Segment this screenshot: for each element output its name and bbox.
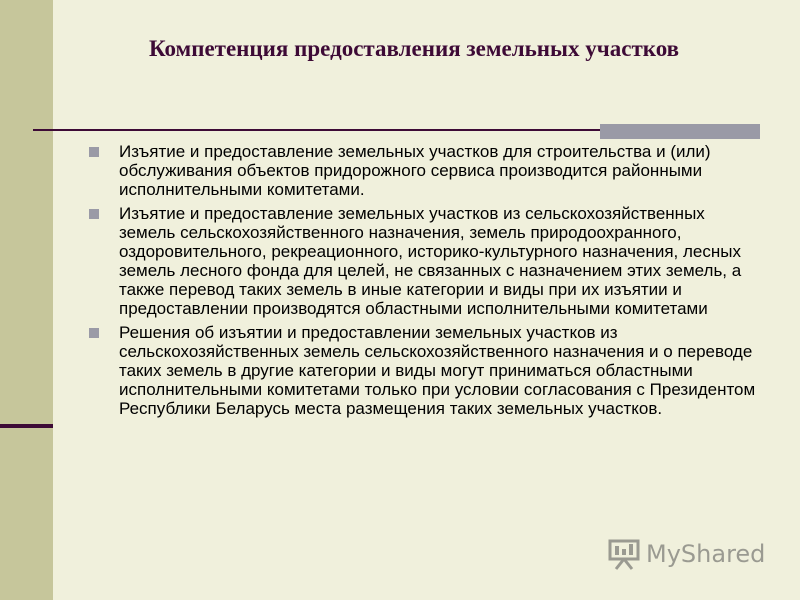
- square-bullet-icon: [89, 328, 99, 338]
- square-bullet-icon: [89, 209, 99, 219]
- side-bar: [0, 0, 53, 600]
- title-accent-block: [600, 124, 760, 139]
- bullet-item: [88, 142, 758, 199]
- bullet-text: Решения об изъятии и предоставлении земельных участков из сельскохозяйственных земель сельскохозяйственного назначения и о переводе таких земель в другие категории и виды могут приниматься областными исполнительными комитетами только при условии согласования с Президентом Республики Беларусь места размещения таких земельных участков.: [119, 323, 756, 418]
- bullet-text: Изъятие и предоставление земельных участков для строительства и (или) обслуживания объектов придорожного сервиса производится районными исполнительными комитетами.: [119, 142, 711, 199]
- bullet-item: [88, 323, 758, 418]
- square-bullet-icon: [89, 147, 99, 157]
- presentation-board-icon: [607, 538, 641, 570]
- bullet-item: [88, 204, 758, 318]
- bullet-text: Изъятие и предоставление земельных участков из сельскохозяйственных земель сельскохозяйственного назначения, земель природоохранного, оздоровительного, рекреационного, историко-культурного назначения, лесных земель лесного фонда для целей, не связанных с назначением этих земель, а также перевод таких земель в иные категории и виды при их изъятии и предоставлении производятся областными исполнительными комитетами: [119, 204, 742, 318]
- watermark: [607, 537, 765, 571]
- side-accent-line: [0, 424, 53, 428]
- slide-title: Компетенция предоставления земельных участков: [148, 36, 680, 61]
- bullet-list: [88, 142, 758, 423]
- watermark-text: MyShared: [646, 540, 766, 568]
